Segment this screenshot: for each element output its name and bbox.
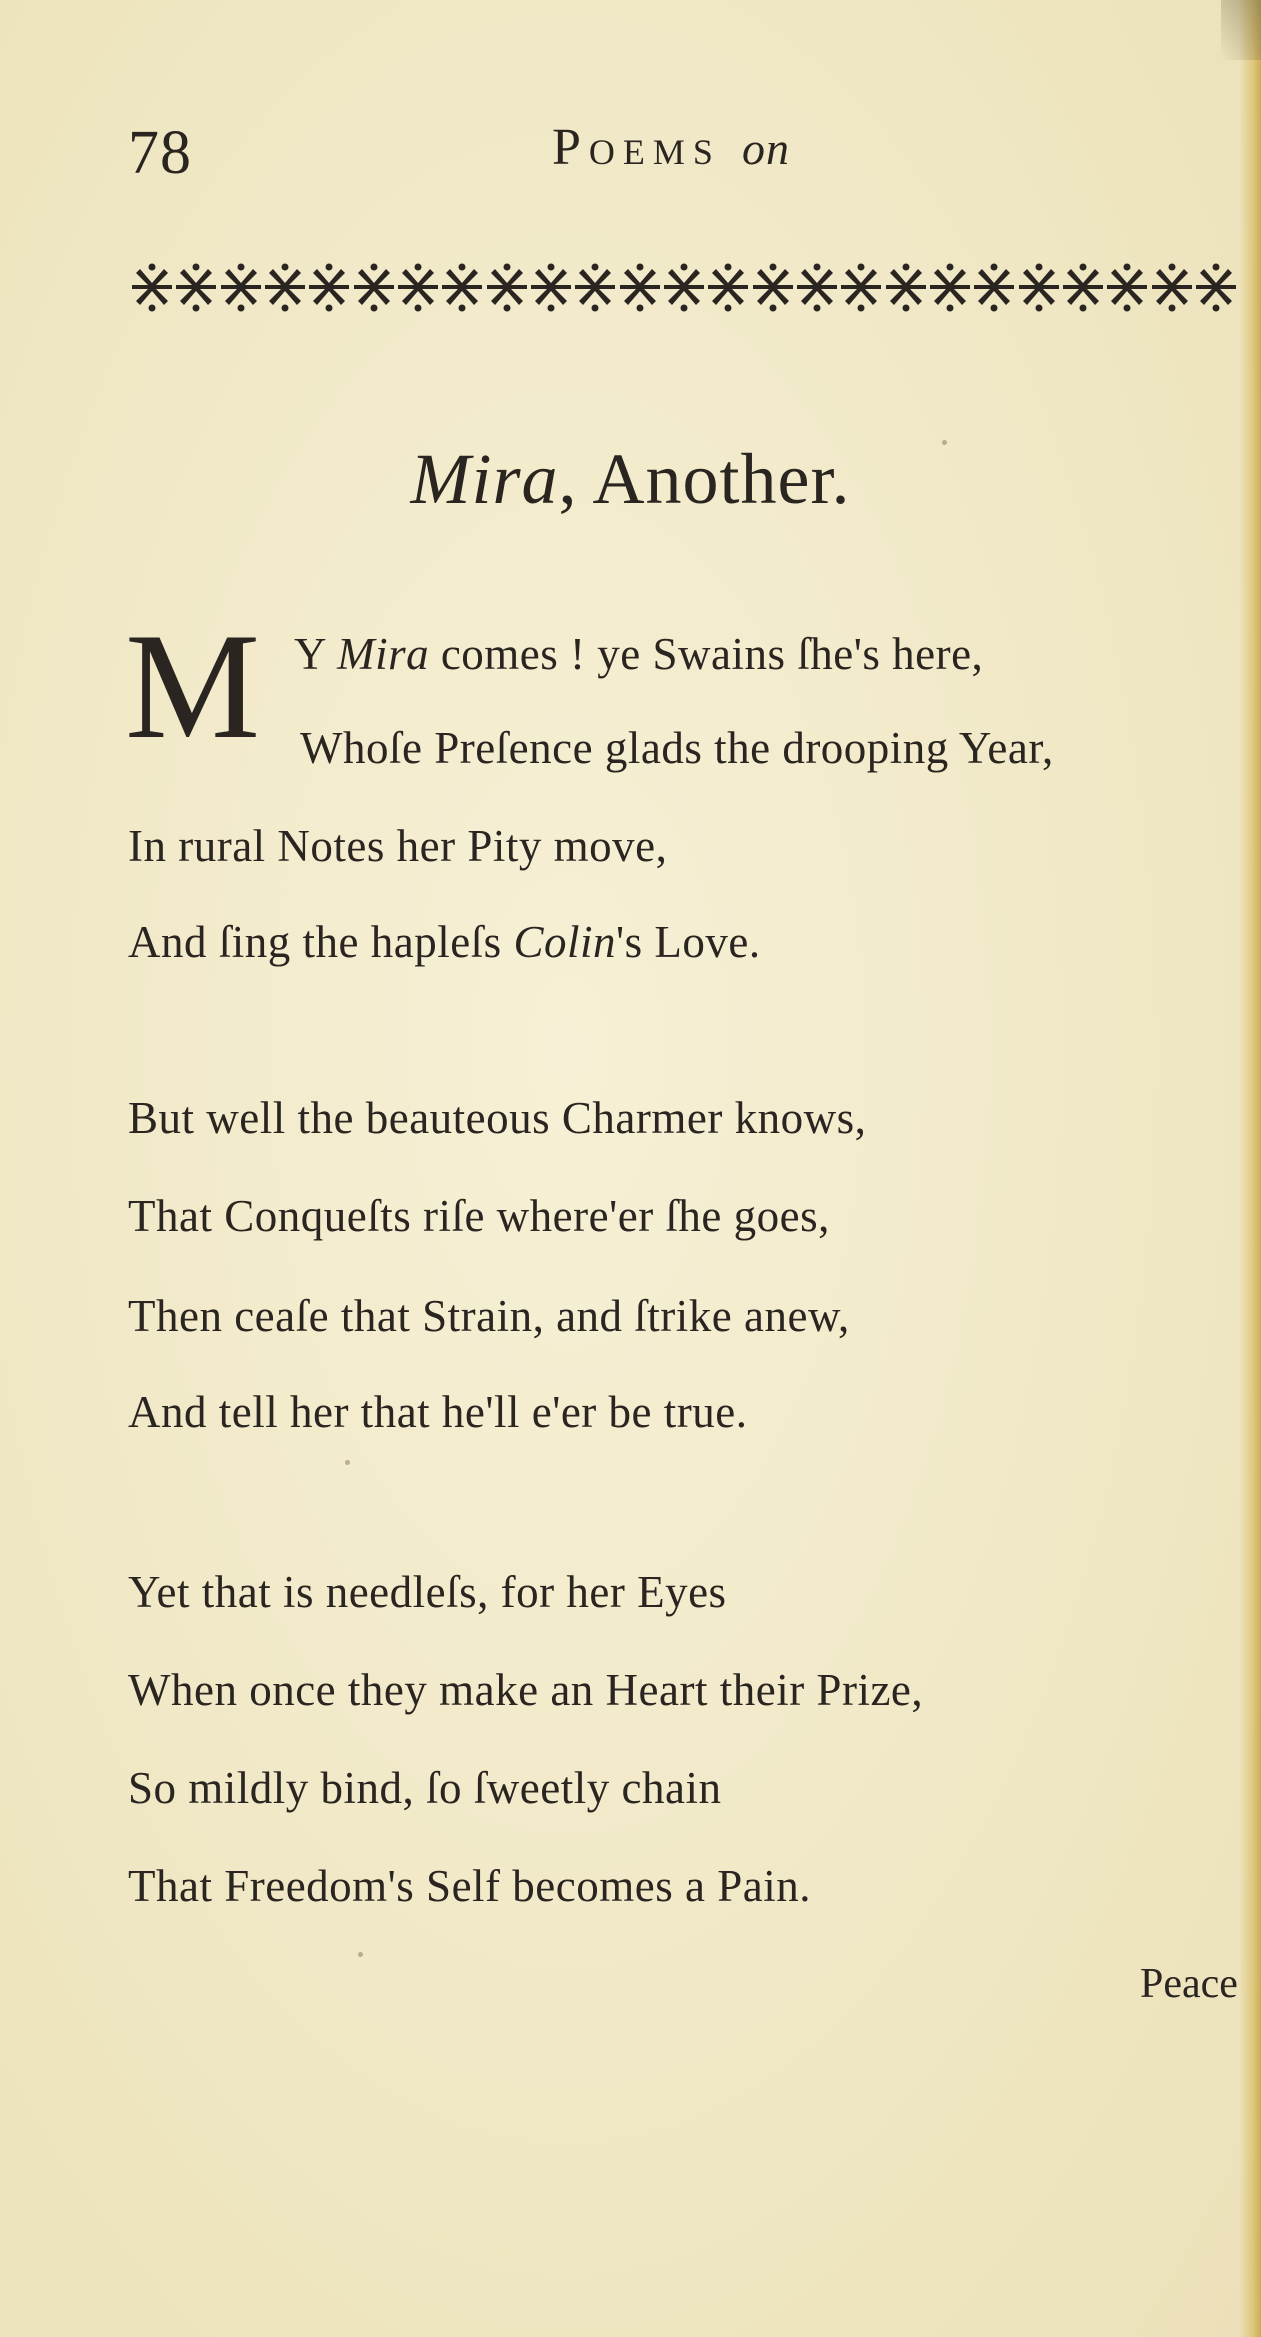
fleuron-ornament-icon [352,259,396,315]
verse-line [128,820,667,872]
fleuron-ornament-icon [839,259,883,315]
verse-text: Then ceaſe that Strain, and ſtrike anew, [128,1291,850,1341]
verse-text: But well the beauteous Charmer knows, [128,1093,867,1143]
fleuron-ornament-icon [928,259,972,315]
fleuron-ornament-icon [662,259,706,315]
verse-line [300,722,1054,774]
fleuron-ornament-icon [263,259,307,315]
fleuron-ornament-icon [130,259,174,315]
drop-cap: M [125,602,261,770]
verse-text: And ſing the hapleſs [128,917,514,967]
verse-line [128,916,761,968]
poem-title-italic: Mira [410,439,559,519]
verse-text: Y [294,629,338,679]
verse-line [128,1860,811,1912]
poem-title-comma: , [558,439,578,519]
verse-text: In rural Notes her Pity move, [128,821,668,871]
verse-text: So mildly bind, ſo ſweetly chain [128,1763,722,1813]
page-corner-shadow [1221,0,1261,60]
fleuron-ornament-icon [219,259,263,315]
verse-line [128,1290,850,1342]
catchword: Peace [1140,1961,1238,2007]
page-edge-stain [1239,0,1261,2337]
verse-text: That Conqueſts riſe where'er ſhe goes, [128,1191,830,1241]
verse-line [294,628,983,680]
fleuron-ornament-icon [529,259,573,315]
verse-text: comes ! ye Swains ſhe's here, [429,629,984,679]
paper-speck [345,1460,350,1465]
verse-text: That Freedom's Self becomes a Pain. [128,1861,811,1911]
poem-title [0,438,1261,521]
fleuron-ornament-icon [795,259,839,315]
verse-italic: Colin [513,917,616,967]
fleuron-ornament-icon [1061,259,1105,315]
page-number: 78 [128,119,192,187]
fleuron-ornament-icon [706,259,750,315]
fleuron-ornament-icon [440,259,484,315]
running-head-italic: on [741,123,790,174]
fleuron-ornament-icon [485,259,529,315]
verse-italic: Mira [337,629,430,679]
verse-text: Yet that is needleſs, for her Eyes [128,1567,727,1617]
fleuron-ornament-icon [1194,259,1238,315]
fleuron-ornament-icon [174,259,218,315]
fleuron-ornament-icon [1017,259,1061,315]
fleuron-ornament-icon [618,259,662,315]
fleuron-ornament-icon [396,259,440,315]
fleuron-ornament-icon [972,259,1016,315]
fleuron-ornament-icon [573,259,617,315]
verse-text: When once they make an Heart their Prize, [128,1665,924,1715]
poem-title-rest: Another. [592,439,851,519]
running-head [552,118,790,177]
verse-line [128,1566,727,1618]
verse-line [128,1092,866,1144]
fleuron-ornament-icon [884,259,928,315]
fleuron-ornament-icon [1105,259,1149,315]
ornament-rule [130,258,1238,316]
fleuron-ornament-icon [751,259,795,315]
verse-line [128,1664,923,1716]
verse-text: 's Love. [615,917,761,967]
verse-text: Whoſe Preſence glads the drooping Year, [300,723,1054,773]
verse-text: And tell her that he'll e'er be true. [128,1387,748,1437]
verse-line [128,1190,830,1242]
paper-speck [358,1952,363,1957]
fleuron-ornament-icon [1150,259,1194,315]
paper-speck [942,440,947,445]
running-head-word: Poems [552,119,721,176]
verse-line [128,1762,721,1814]
fleuron-ornament-icon [307,259,351,315]
verse-line [128,1386,747,1438]
